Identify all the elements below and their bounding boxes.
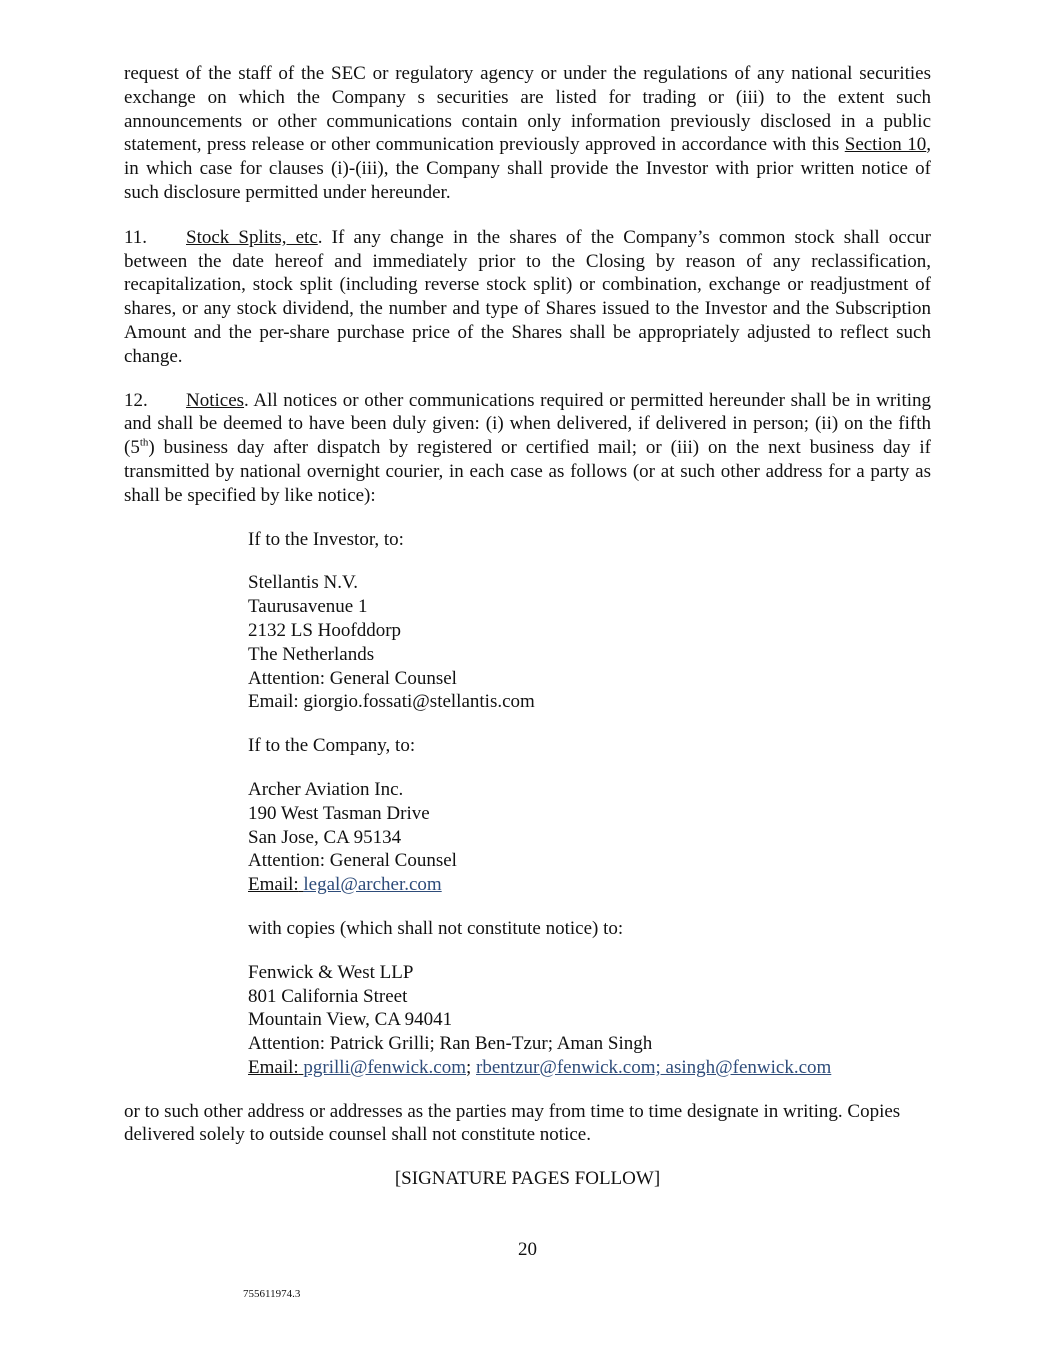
company-address <box>248 778 931 897</box>
closing-paragraph: or to such other address or addresses as the parties may from time to time designate in writing. Copies delivered solely to outside counsel shall not constitute notice. <box>124 1100 901 1146</box>
superscript: th <box>139 436 149 449</box>
company-email-link[interactable]: legal@archer.com <box>303 874 442 896</box>
section-number: 11. <box>124 226 148 248</box>
section-10-reference: Section 10 <box>844 134 927 156</box>
copies-intro-text: with copies (which shall not constitute notice) to: <box>248 917 624 939</box>
document-body <box>124 62 931 1211</box>
paragraph-text: , in which case for clauses (i)-(iii), the Company shall provide the Investor with prior written notice of such disclosure permitted under hereunder. <box>124 134 931 203</box>
section-text: . If any change in the shares of the Company’s common stock shall occur between the date hereof and immediately prior to the Closing by reason of any reclassification, recapitalization, stock split (including reverse stock split) or combination, exchange or readjustment of shares, or any stock dividend, the number and type of Shares issued to the Investor and the Subscription Amount and the per-share purchase price of the Shares shall be appropriately adjusted to reflect such change. <box>124 226 931 367</box>
investor-intro <box>248 528 931 552</box>
paragraph-text: request of the staff of the SEC or regulatory agency or under the regulations of any national securities exchange on which the Company s securities are listed for trading or (iii) to the extent such announcements or other communications contain only information previously disclosed in a public statement, press release or other communication previously approved in accordance with this <box>124 63 931 156</box>
address-line: Email: giorgio.fossati@stellantis.com <box>248 691 535 713</box>
address-line: Stellantis N.V. <box>248 572 358 594</box>
investor-address <box>248 571 931 714</box>
address-line: 801 California Street <box>248 985 408 1007</box>
address-line: Taurusavenue 1 <box>248 596 368 618</box>
copies-intro <box>248 917 931 941</box>
address-line: Fenwick & West LLP <box>248 961 414 983</box>
counsel-email-link-2[interactable]: rbentzur@fenwick.com; asingh@fenwick.com <box>476 1056 832 1078</box>
section-number: 12. <box>124 389 148 411</box>
document-id: 755611974.3 <box>243 1288 301 1300</box>
paragraph-continued <box>124 62 931 205</box>
counsel-email-link-1[interactable]: pgrilli@fenwick.com <box>303 1056 467 1078</box>
email-label: Email: <box>248 1056 299 1078</box>
signature-note: [SIGNATURE PAGES FOLLOW] <box>394 1168 661 1190</box>
section-11 <box>124 226 931 369</box>
company-email-line <box>248 873 931 897</box>
section-12 <box>124 389 931 508</box>
page-number: 20 <box>518 1239 537 1260</box>
counsel-email-line <box>248 1056 931 1080</box>
section-heading: Notices <box>186 389 245 411</box>
investor-intro-text: If to the Investor, to: <box>248 528 404 550</box>
section-text: ) business day after dispatch by registered or certified mail; or (iii) on the next business day if transmitted by national overnight courier, in each case as follows (or at such other address for a party as shall be specified by like notice): <box>124 437 931 506</box>
address-line: 2132 LS Hoofddorp <box>248 619 402 641</box>
address-line: Attention: General Counsel <box>248 667 457 689</box>
address-line: Attention: Patrick Grilli; Ran Ben-Tzur; Aman Singh <box>248 1033 653 1055</box>
address-line: Archer Aviation Inc. <box>248 778 404 800</box>
company-intro-text: If to the Company, to: <box>248 735 416 757</box>
email-separator: ; <box>466 1056 472 1078</box>
company-intro <box>248 734 931 758</box>
address-line: The Netherlands <box>248 643 375 665</box>
address-line: Mountain View, CA 94041 <box>248 1009 453 1031</box>
address-line: San Jose, CA 95134 <box>248 826 402 848</box>
email-label: Email: <box>248 874 299 896</box>
section-text: . All notices or other communications required or permitted hereunder shall be in writing and shall be deemed to have been duly given: (i) when delivered, if delivered in person; (ii) on the fifth (5 <box>124 389 931 459</box>
address-line: 190 West Tasman Drive <box>248 802 430 824</box>
address-line: Attention: General Counsel <box>248 850 457 872</box>
counsel-address <box>248 961 931 1080</box>
section-heading: Stock Splits, etc <box>186 226 318 248</box>
